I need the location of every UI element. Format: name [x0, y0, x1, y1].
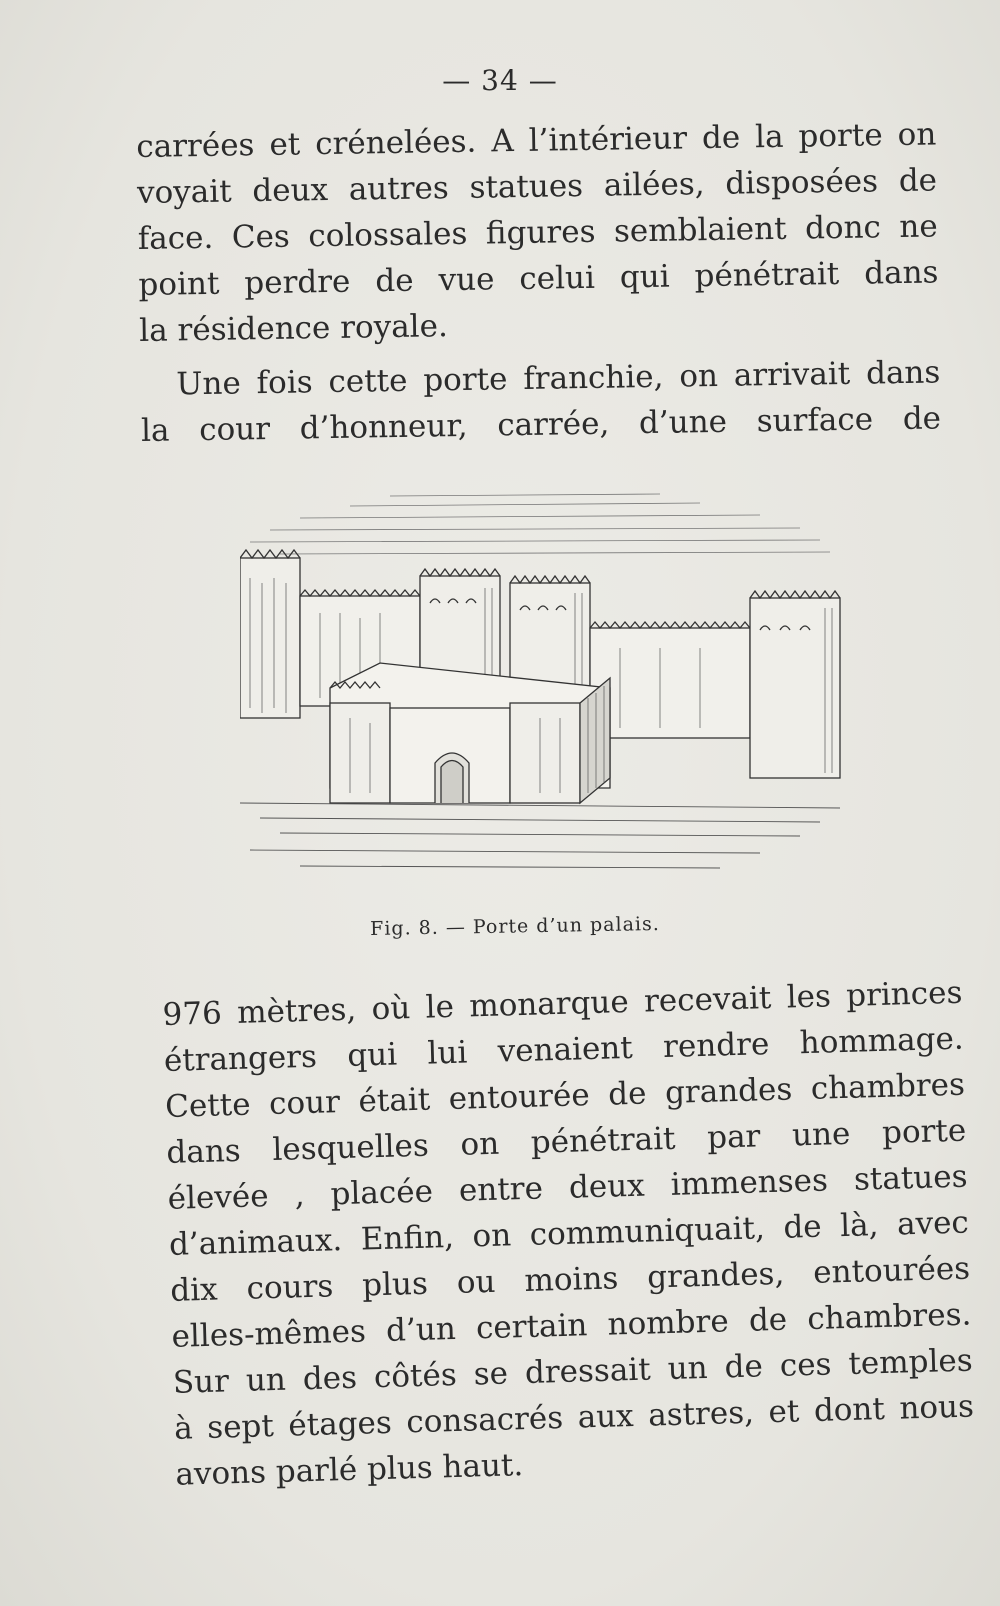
- text-line: carrées et crénelées. A l’intérieur de la porte on: [136, 116, 937, 165]
- palace-gate-illustration: [240, 488, 860, 908]
- text-line: voyait deux autres statues ailées, disposées de: [136, 162, 938, 211]
- text-line: dix cours plus ou moins grandes, entourées: [169, 1250, 971, 1309]
- text-line: élevée , placée entre deux immenses statues: [167, 1158, 968, 1217]
- text-line: elles-mêmes d’un certain nombre de chambres.: [171, 1296, 972, 1355]
- text-line: Une fois cette porte franchie, on arrivait dans: [176, 354, 941, 403]
- text-line: point perdre de vue celui qui pénétrait dans: [138, 254, 939, 303]
- paragraph-2: [140, 349, 941, 454]
- text-line: la cour d’honneur, carrée, d’une surface de: [140, 400, 942, 449]
- text-line: avons parlé plus haut.: [174, 1447, 524, 1493]
- text-line: à sept étages consacrés aux astres, et dont nous: [173, 1388, 975, 1447]
- text-line: étrangers qui lui venaient rendre hommage.: [163, 1020, 965, 1079]
- text-line: la résidence royale.: [138, 308, 449, 349]
- text-line: 976 mètres, où le monarque recevait les princes: [162, 974, 963, 1033]
- paragraph-3: [162, 970, 976, 1498]
- text-line: Cette cour était entourée de grandes chambres: [164, 1066, 966, 1125]
- text-line: dans lesquelles on pénétrait par une porte: [165, 1112, 967, 1171]
- page-number: — 34 —: [442, 64, 558, 97]
- figure-caption: Fig. 8. — Porte d’un palais.: [370, 912, 660, 940]
- paragraph-1: [136, 111, 940, 354]
- text-line: face. Ces colossales figures semblaient donc ne: [137, 208, 938, 257]
- text-line: d’animaux. Enfin, on communiquait, de là, avec: [168, 1204, 970, 1263]
- engraving-drawing: [240, 488, 860, 908]
- text-line: Sur un des côtés se dressait un de ces temples: [172, 1342, 974, 1401]
